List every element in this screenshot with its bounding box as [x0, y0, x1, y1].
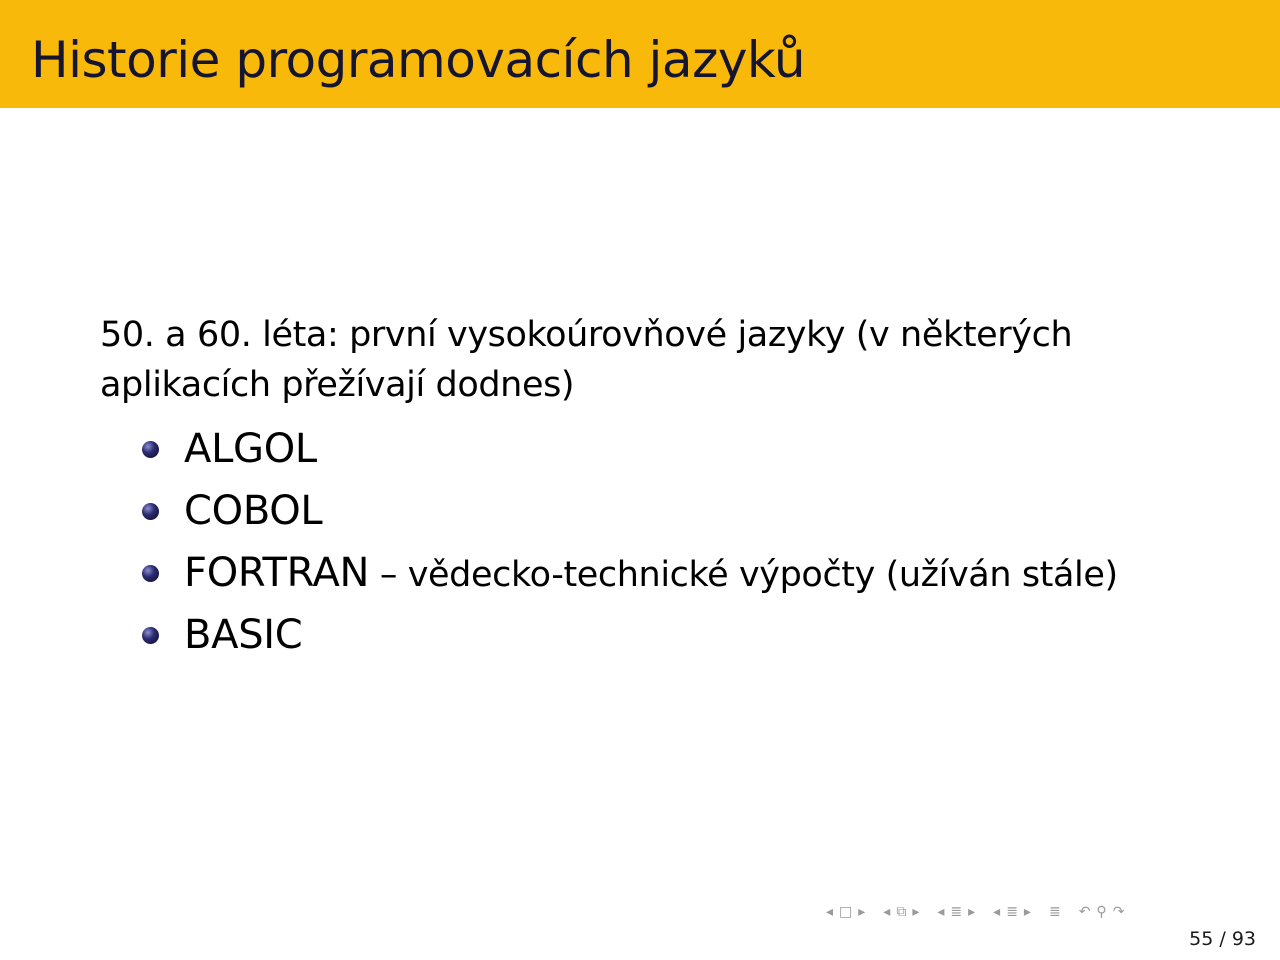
list-item-label: FORTRAN — [184, 550, 370, 596]
bullet-icon — [142, 503, 159, 520]
nav-subsection-icon[interactable]: ≣ — [950, 904, 963, 920]
language-list — [100, 418, 1180, 666]
list-item-label: COBOL — [184, 488, 323, 534]
slide-content — [100, 310, 1180, 666]
nav-prev-frame-icon[interactable]: ◂ — [883, 904, 891, 920]
nav-next-section-icon[interactable]: ▸ — [1023, 904, 1031, 920]
beamer-navigation-bar — [826, 900, 1130, 924]
list-item-cobol — [100, 480, 1180, 542]
nav-back-icon[interactable]: ↶ — [1078, 904, 1091, 920]
nav-prev-section-icon[interactable]: ◂ — [993, 904, 1001, 920]
list-item-fortran — [100, 542, 1180, 604]
bullet-icon — [142, 441, 159, 458]
intro-paragraph — [100, 310, 1180, 410]
intro-line-1: 50. a 60. léta: první vysokoúrovňové jazyky (v některých — [100, 315, 1073, 355]
nav-forward-icon[interactable]: ↷ — [1112, 904, 1125, 920]
nav-prev-slide-icon[interactable]: ◂ — [826, 904, 834, 920]
bullet-icon — [142, 565, 159, 582]
nav-search-icon[interactable]: ⚲ — [1096, 904, 1107, 920]
nav-frame-icon[interactable]: ⧉ — [896, 904, 907, 920]
slide-title: Historie programovacích jazyků — [31, 31, 806, 89]
page-number: 55 / 93 — [1189, 928, 1256, 950]
nav-prev-subsection-icon[interactable]: ◂ — [937, 904, 945, 920]
title-bar — [0, 0, 1280, 108]
list-item-description: – vědecko-technické výpočty (užíván stále) — [369, 555, 1118, 595]
nav-next-slide-icon[interactable]: ▸ — [858, 904, 866, 920]
list-item-basic — [100, 604, 1180, 666]
list-item-label: BASIC — [184, 612, 303, 658]
nav-slide-icon[interactable]: □ — [839, 904, 853, 920]
nav-section-icon[interactable]: ≣ — [1006, 904, 1018, 920]
bullet-icon — [142, 627, 159, 644]
list-item-algol — [100, 418, 1180, 480]
list-item-label: ALGOL — [184, 426, 317, 472]
nav-document-icon[interactable]: ≣ — [1048, 904, 1061, 920]
nav-next-frame-icon[interactable]: ▸ — [912, 904, 920, 920]
intro-line-2: aplikacích přežívají dodnes) — [100, 365, 575, 405]
nav-next-subsection-icon[interactable]: ▸ — [968, 904, 976, 920]
